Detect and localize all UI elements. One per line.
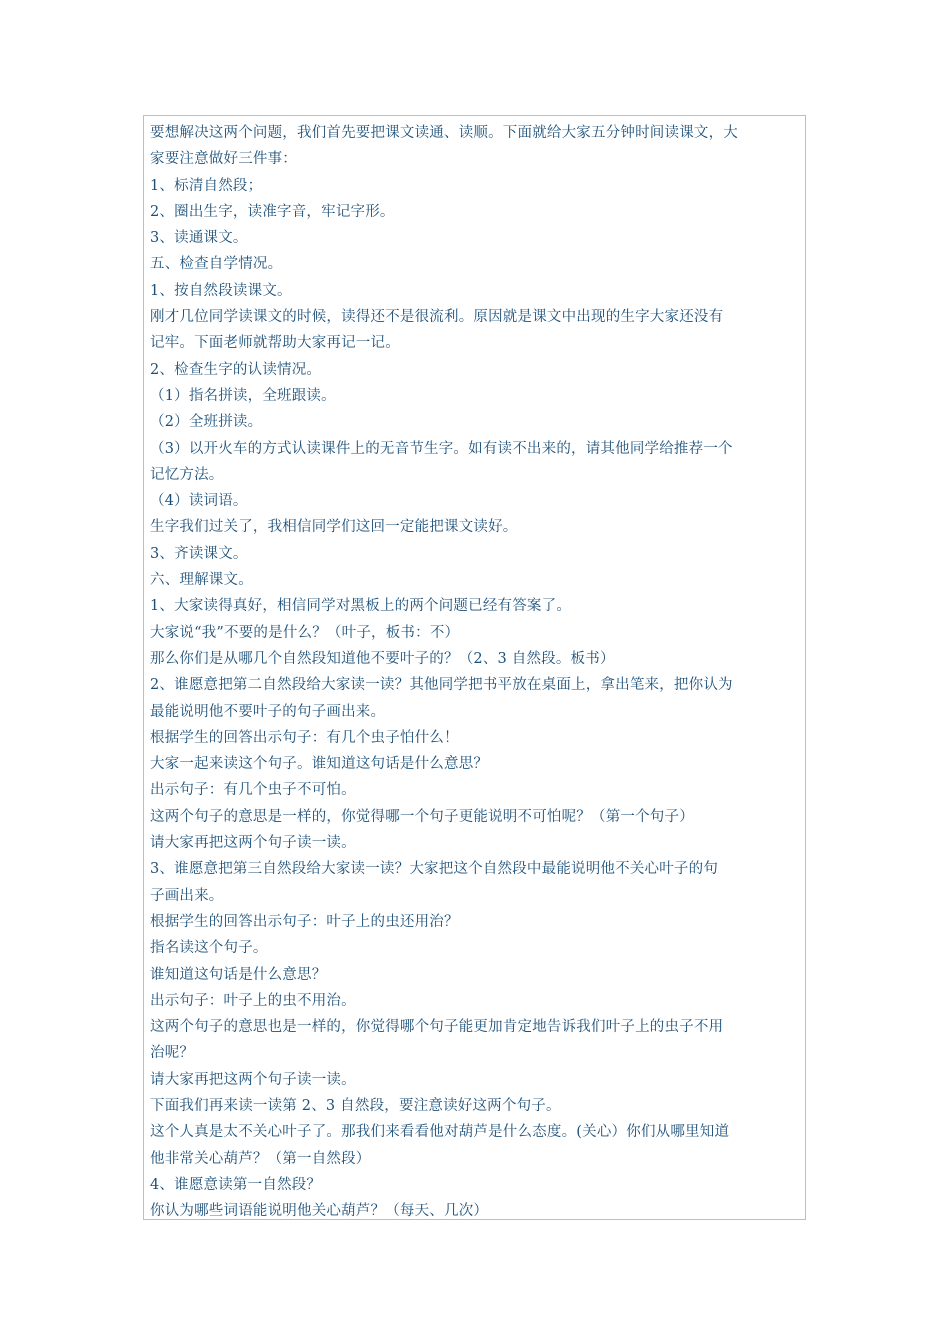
text-line: 请大家再把这两个句子读一读。 bbox=[150, 1071, 356, 1088]
text-line: 他非常关心葫芦？（第一自然段） bbox=[150, 1150, 371, 1167]
text-line: 要想解决这两个问题，我们首先要把课文读通、读顺。下面就给大家五分钟时间读课文，大 bbox=[150, 125, 738, 141]
text-line: 谁知道这句话是什么意思？ bbox=[150, 966, 327, 983]
text-line: 3、读通课文。 bbox=[150, 230, 248, 247]
text-line: 子画出来。 bbox=[150, 887, 224, 904]
text-line: 家要注意做好三件事： bbox=[150, 151, 297, 168]
section-heading: 六、理解课文。 bbox=[150, 572, 253, 589]
text-line: 请大家再把这两个句子读一读。 bbox=[150, 835, 356, 852]
text-line: 下面我们再来读一读第 2、3 自然段，要注意读好这两个句子。 bbox=[150, 1097, 561, 1114]
text-line: （1）指名拼读，全班跟读。 bbox=[150, 387, 336, 404]
text-line: 记牢。下面老师就帮助大家再记一记。 bbox=[150, 335, 400, 352]
text-line: 1、大家读得真好，相信同学对黑板上的两个问题已经有答案了。 bbox=[150, 598, 572, 615]
section-heading: 五、检查自学情况。 bbox=[150, 256, 283, 273]
text-line: 这个人真是太不关心叶子了。那我们来看看他对葫芦是什么态度。(关心）你们从哪里知道 bbox=[150, 1124, 730, 1141]
text-line: 2、谁愿意把第二自然段给大家读一读？其他同学把书平放在桌面上，拿出笔来，把你认为 bbox=[150, 677, 733, 694]
text-line: 1、按自然段读课文。 bbox=[150, 282, 292, 299]
text-line: 指名读这个句子。 bbox=[150, 940, 268, 957]
text-line: 大家说“我”不要的是什么？（叶子，板书：不） bbox=[150, 624, 460, 641]
text-line: 这两个句子的意思也是一样的，你觉得哪个句子能更加肯定地告诉我们叶子上的虫子不用 bbox=[150, 1019, 724, 1036]
text-line: 根据学生的回答出示句子：有几个虫子怕什么！ bbox=[150, 729, 459, 746]
text-line: 出示句子：叶子上的虫不用治。 bbox=[150, 992, 356, 1009]
text-line: 3、齐读课文。 bbox=[150, 545, 248, 562]
text-line: 2、检查生字的认读情况。 bbox=[150, 361, 322, 378]
text-line: 4、谁愿意读第一自然段？ bbox=[150, 1176, 322, 1193]
text-line: 出示句子：有几个虫子不可怕。 bbox=[150, 782, 356, 799]
text-line: 最能说明他不要叶子的句子画出来。 bbox=[150, 703, 386, 720]
text-line: 那么你们是从哪几个自然段知道他不要叶子的？（2、3 自然段。板书） bbox=[150, 650, 615, 667]
document-frame bbox=[143, 115, 806, 1220]
text-line: 3、谁愿意把第三自然段给大家读一读？大家把这个自然段中最能说明他不关心叶子的句 bbox=[150, 861, 719, 878]
text-line: 根据学生的回答出示句子：叶子上的虫还用治？ bbox=[150, 913, 459, 930]
text-line: （2）全班拼读。 bbox=[150, 414, 263, 431]
text-line: 刚才几位同学读课文的时候，读得还不是很流利。原因就是课文中出现的生字大家还没有 bbox=[150, 309, 724, 326]
text-line: 这两个句子的意思是一样的，你觉得哪一个句子更能说明不可怕呢？（第一个句子） bbox=[150, 808, 694, 825]
text-line: 大家一起来读这个句子。谁知道这句话是什么意思？ bbox=[150, 756, 489, 773]
text-line: 记忆方法。 bbox=[150, 466, 224, 483]
text-line: 生字我们过关了，我相信同学们这回一定能把课文读好。 bbox=[150, 519, 518, 536]
text-line: 1、标清自然段； bbox=[150, 177, 263, 194]
text-line: 2、圈出生字，读准字音，牢记字形。 bbox=[150, 203, 395, 220]
text-line: 你认为哪些词语能说明他关心葫芦？（每天、几次） bbox=[150, 1203, 489, 1220]
text-line: （3）以开火车的方式认读课件上的无音节生字。如有读不出来的，请其他同学给推荐一个 bbox=[150, 440, 733, 457]
text-line: 治呢？ bbox=[150, 1045, 195, 1062]
text-line: （4）读词语。 bbox=[150, 493, 248, 510]
